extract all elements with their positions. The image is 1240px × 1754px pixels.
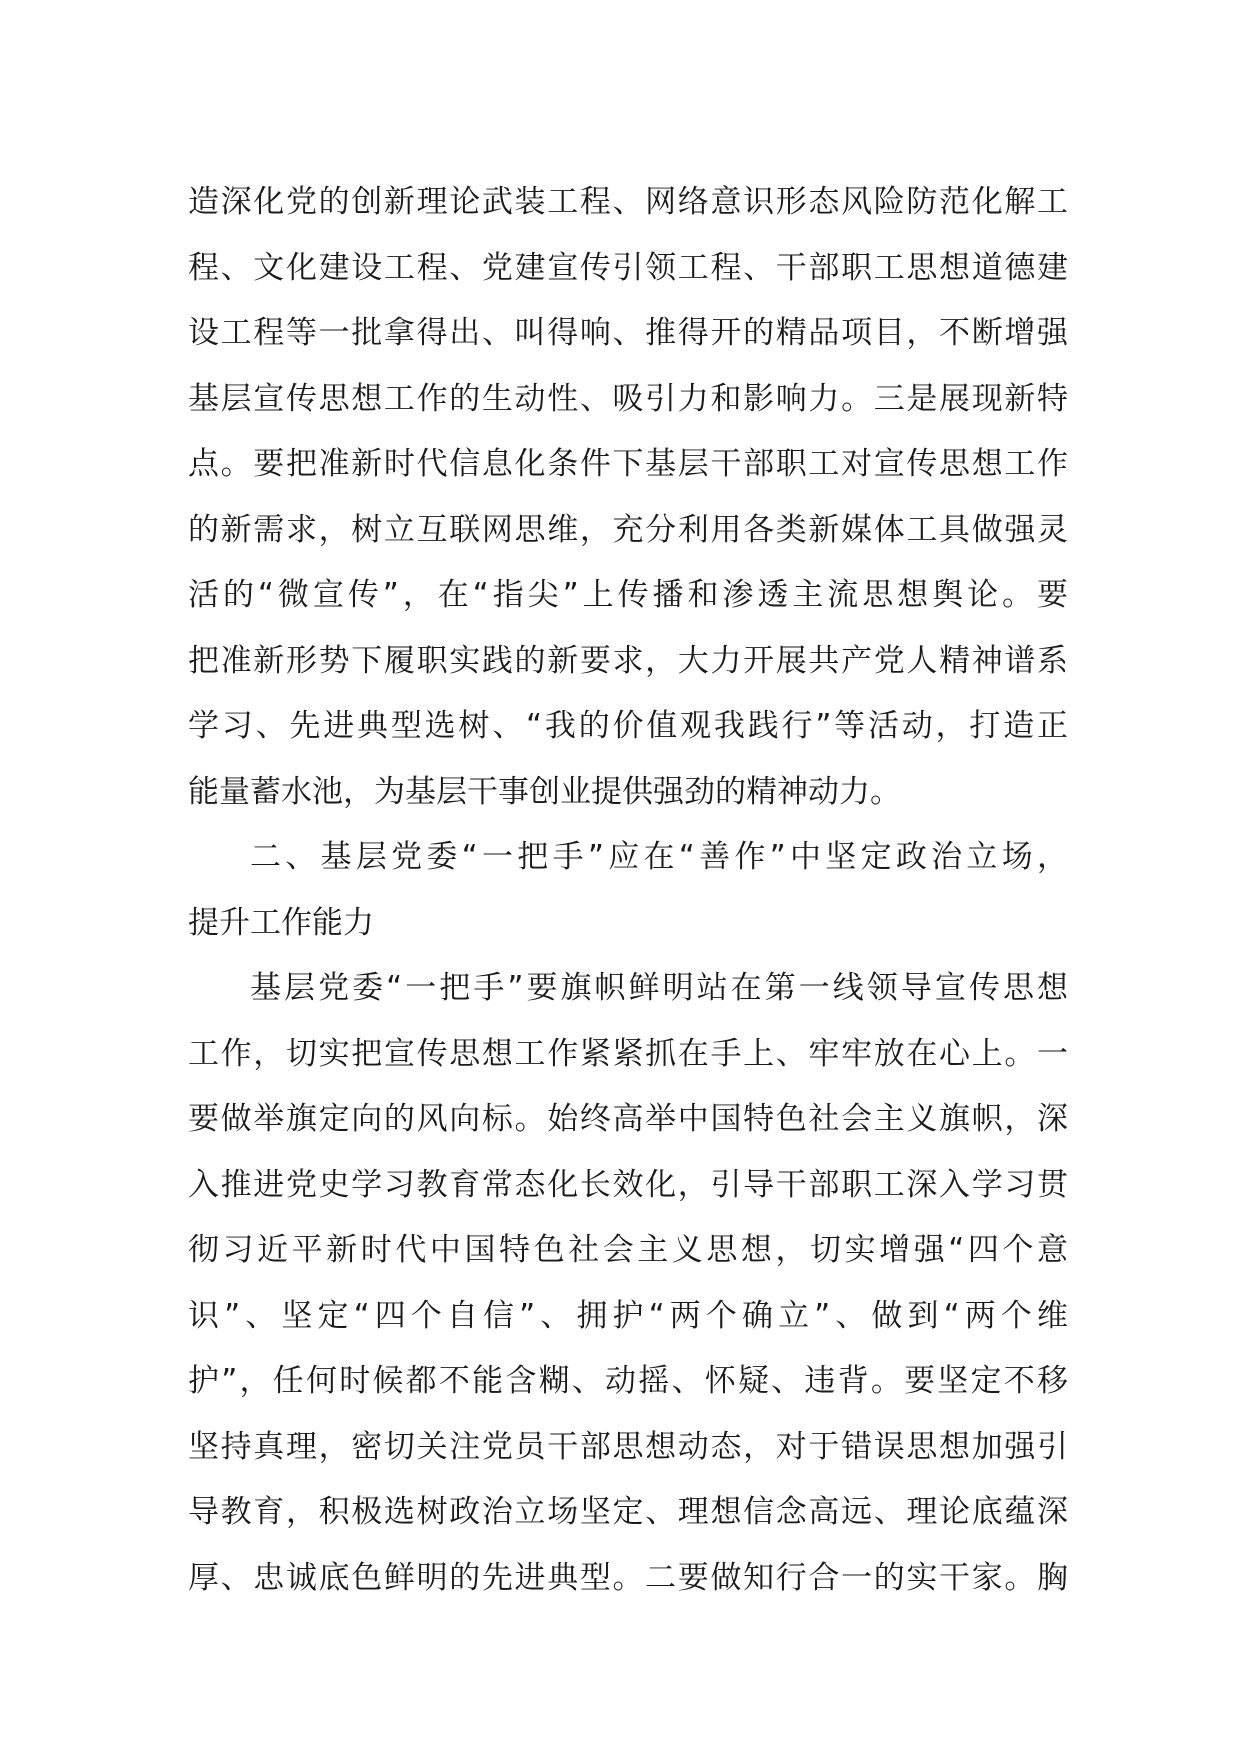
text-line: 的新需求，树立互联网思维，充分利用各类新媒体工具做强灵: [188, 511, 1068, 548]
text-line: 识”、坚定“四个自信”、拥护“两个确立”、做到“两个维: [188, 1297, 1068, 1334]
section-heading-line: 提升工作能力: [188, 904, 374, 941]
text-line: 设工程等一批拿得出、叫得响、推得开的精品项目，不断增强: [188, 315, 1068, 351]
text-line: 彻习近平新时代中国特色社会主义思想，切实增强“四个意: [188, 1232, 1068, 1268]
text-line: 工作，切实把宣传思想工作紧紧抓在手上、牢牢放在心上。一: [188, 1035, 1068, 1072]
text-line: 导教育，积极选树政治立场坚定、理想信念高远、理论底蕴深: [188, 1494, 1068, 1530]
text-line: 程、文化建设工程、党建宣传引领工程、干部职工思想道德建: [188, 249, 1068, 286]
text-line: 基层党委“一把手”要旗帜鲜明站在第一线领导宣传思想: [250, 970, 1068, 1006]
text-line: 能量蓄水池，为基层干事创业提供强劲的精神动力。: [188, 773, 901, 810]
text-line: 点。要把准新时代信息化条件下基层干部职工对宣传思想工作: [188, 446, 1068, 482]
text-line: 坚持真理，密切关注党员干部思想动态，对于错误思想加强引: [188, 1428, 1068, 1465]
text-line: 护”，任何时候都不能含糊、动摇、怀疑、违背。要坚定不移: [188, 1363, 1068, 1399]
text-line: 造深化党的创新理论武装工程、网络意识形态风险防范化解工: [188, 184, 1068, 220]
text-line: 活的“微宣传”，在“指尖”上传播和渗透主流思想舆论。要: [188, 577, 1068, 613]
text-line: 把准新形势下履职实践的新要求，大力开展共产党人精神谱系: [188, 642, 1068, 679]
document-body: [188, 170, 1068, 1611]
text-line: 要做举旗定向的风向标。始终高举中国特色社会主义旗帜，深: [188, 1101, 1068, 1137]
text-line: 学习、先进典型选树、“我的价值观我践行”等活动，打造正: [188, 708, 1068, 744]
text-line: 入推进党史学习教育常态化长效化，引导干部职工深入学习贯: [188, 1166, 1068, 1203]
text-line: 厚、忠诚底色鲜明的先进典型。二要做知行合一的实干家。胸: [188, 1559, 1068, 1596]
text-line: 基层宣传思想工作的生动性、吸引力和影响力。三是展现新特: [188, 380, 1068, 417]
section-heading-line: 二、基层党委“一把手”应在“善作”中坚定政治立场，: [250, 839, 1068, 875]
